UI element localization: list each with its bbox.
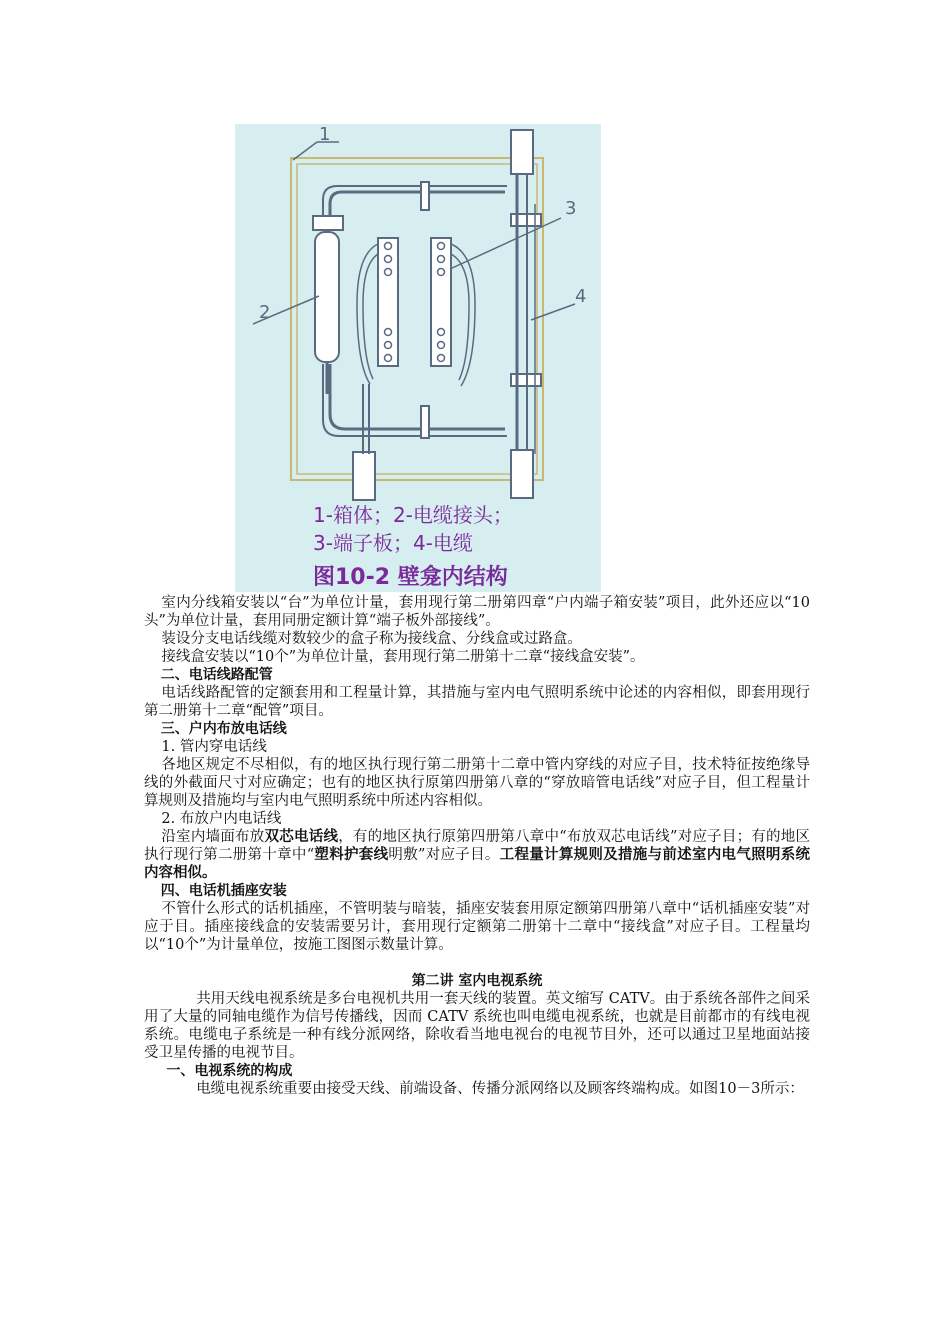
text-run: 沿室内墙面布放 xyxy=(161,829,265,845)
text-run: 明敷”对应子目。 xyxy=(388,847,500,863)
paragraph: 电缆电视系统重要由接受天线、前端设备、传播分派网络以及顾客终端构成。如图10－3所示： xyxy=(196,1081,804,1097)
section-heading: 一、电视系统的构成 xyxy=(166,1063,293,1079)
wall-niche-diagram xyxy=(235,124,601,592)
paragraph: 电话线路配管的定额套用和工程量计算，其措施与室内电气照明系统中论述的内容相似，即套用现行第二册第十二章“配管”项目。 xyxy=(144,685,810,719)
figure-number-1: 1 xyxy=(319,124,331,145)
subsection-heading: 1. 管内穿电话线 xyxy=(161,739,267,755)
subsection-heading: 2. 布放户内电话线 xyxy=(161,811,282,827)
bold-text-run: 塑料护套线 xyxy=(314,847,389,863)
bold-text-run: 双芯电话线 xyxy=(264,829,339,845)
terminal-board-left xyxy=(378,238,398,366)
figure-caption: 图10-2 壁龛内结构 xyxy=(313,565,508,590)
figure-number-3: 3 xyxy=(565,198,577,219)
section-heading: 二、电话线路配管 xyxy=(160,667,273,683)
paragraph: 共用天线电视系统是多台电视机共用一套天线的装置。英文缩写 CATV。由于系统各部件之间采用了大量的同轴电缆作为信号传播线，因而 CATV 系统也叫电缆电视系统，也就是目前都市的有线电视系统。电缆电子系统是一种有线分派网络，除收看当地电视台的电视节目外，还可以通过卫星地面站接受卫星传播的电视节目。 xyxy=(144,991,810,1061)
paragraph: 接线盒安装以“10个”为单位计量，套用现行第二册第十二章“接线盒安装”。 xyxy=(161,649,645,665)
body-text xyxy=(144,594,810,1098)
figure-number-4: 4 xyxy=(575,286,587,307)
lecture-title: 第二讲 室内电视系统 xyxy=(411,973,543,989)
figure-legend-line-1: 1-箱体；2-电缆接头； xyxy=(313,503,513,527)
figure-number-2: 2 xyxy=(259,302,271,323)
section-heading: 四、电话机插座安装 xyxy=(160,883,287,899)
paragraph: 装设分支电话线缆对数较少的盒子称为接线盒、分线盒或过路盒。 xyxy=(161,631,582,647)
section-heading: 三、户内布放电话线 xyxy=(160,721,287,737)
bold-text-run: 工程量计算规则及措施与前述室内电气照明系统内容相似。 xyxy=(144,847,811,881)
text-run: ，有的地区执行原第四册第八章中“布放双芯电话线”对应子目；有的地区执行现行第二册第十章中“ xyxy=(144,829,811,863)
paragraph xyxy=(144,828,810,882)
paragraph: 不管什么形式的话机插座，不管明装与暗装，插座安装套用原定额第四册第八章中“话机插座安装”对应于目。插座接线盒的安装需要另计，套用现行定额第二册第十二章中“接线盒”对应子目。工程量均以“10个”为计量单位，按施工图图示数量计算。 xyxy=(144,901,810,953)
paragraph: 室内分线箱安装以“台”为单位计量，套用现行第二册第四章“户内端子箱安装”项目，此外还应以“10头”为单位计量，套用同册定额计算“端子板外部接线”。 xyxy=(144,595,810,629)
figure-legend-line-2: 3-端子板；4-电缆 xyxy=(313,531,473,555)
terminal-board-right xyxy=(431,238,451,366)
cable-joint xyxy=(315,232,339,362)
paragraph: 各地区规定不尽相似，有的地区执行现行第二册第十二章中管内穿线的对应子目，技术特征按绝缘导线的外截面尺寸对应确定；也有的地区执行原第四册第八章的“穿放暗管电话线”对应子目，但工程量计算规则及措施均与室内电气照明系统中所述内容相似。 xyxy=(144,757,810,809)
